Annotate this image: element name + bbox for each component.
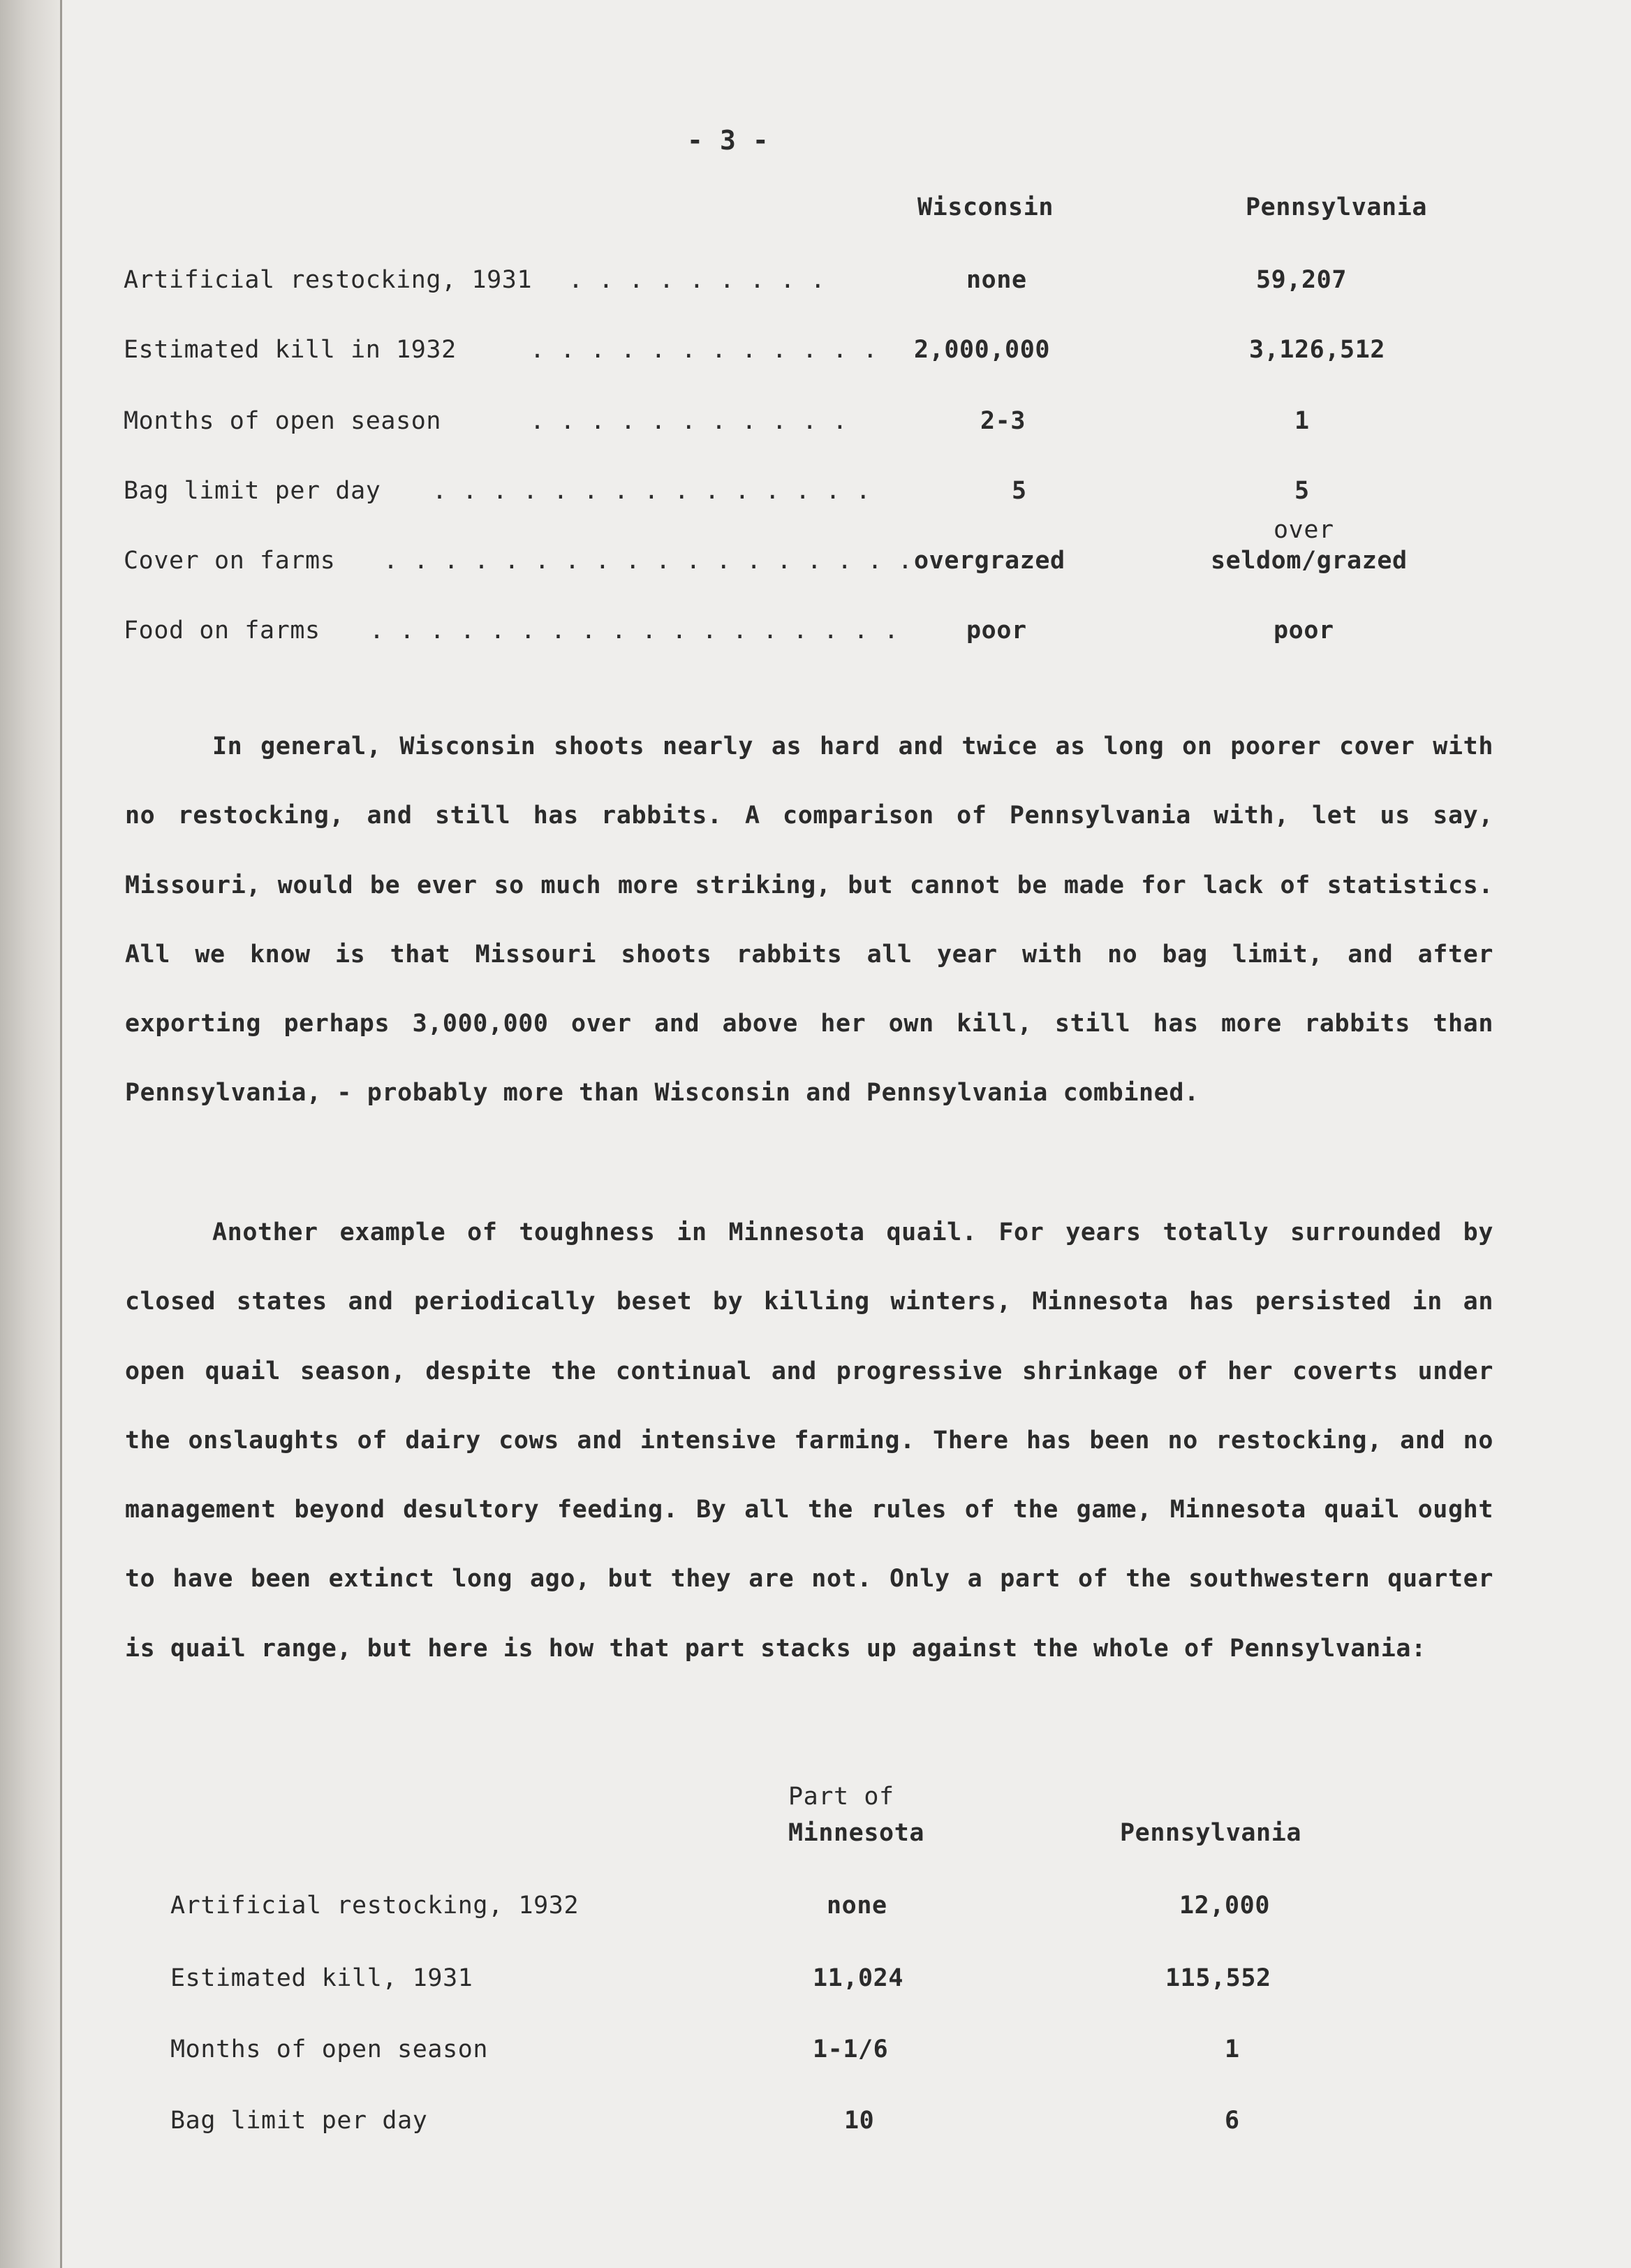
table2-row-label: Estimated kill, 1931 xyxy=(170,1964,473,1992)
table1-row-leader: . . . . . . . . . . . xyxy=(530,407,848,435)
table1-header-pennsylvania: Pennsylvania xyxy=(1246,193,1428,221)
table1-row-leader: . . . . . . . . . xyxy=(568,266,826,294)
table1-cell-pennsylvania: poor xyxy=(1274,617,1334,645)
table1-row-leader: . . . . . . . . . . . . xyxy=(530,336,878,364)
table1-row-leader: . . . . . . . . . . . . . . . . . . xyxy=(383,547,913,575)
table2-cell-minnesota: none xyxy=(827,1892,887,1920)
book-binding xyxy=(0,0,61,2268)
table2-header-minnesota-line1: Part of xyxy=(788,1783,894,1811)
table1-row-leader: . . . . . . . . . . . . . . . xyxy=(432,477,871,505)
body-paragraph: Another example of toughness in Minnesota quail. For years totally surrounded by closed states and periodically beset by killing winters, Minnesota has persisted in an open quail season, despite the continual and progressive shrinkage of her coverts under the onslaughts of dairy cows and intensive farming. There has been no restocking, and no management beyond desultory feeding. By all the rules of the game, Minnesota quail ought to have been extinct long ago, but they are not. Only a part of the southwestern quarter is quail range, but here is how that part stacks up against the whole of Pennsylvania: xyxy=(125,1218,1493,1663)
table1-cell-pennsylvania: seldom/grazed xyxy=(1211,547,1408,575)
table1-row-label: Artificial restocking, 1931 xyxy=(124,266,533,294)
table1-cell-wisconsin: 2-3 xyxy=(980,407,1026,435)
table1-cell-pennsylvania: 5 xyxy=(1294,477,1310,505)
table2-row-label: Artificial restocking, 1932 xyxy=(170,1892,580,1920)
body-paragraph: In general, Wisconsin shoots nearly as hard and twice as long on poorer cover with no restocking, and still has rabbits. A comparison of Pennsylvania with, let us say, Missouri, would be ever so much more striking, but cannot be made for lack of statistics. All we know is that Missouri shoots rabbits all year with no bag limit, and after exporting perhaps 3,000,000 over and above her own kill, still has more rabbits than Pennsylvania, - probably more than Wisconsin and Pennsylvania combined. xyxy=(125,732,1493,1107)
table1-cell-wisconsin: none xyxy=(966,266,1027,294)
table1-row-label: Bag limit per day xyxy=(124,477,381,505)
table2-header-minnesota-line2: Minnesota xyxy=(788,1819,925,1847)
page-number: - 3 - xyxy=(687,125,769,156)
table2-cell-minnesota: 10 xyxy=(844,2107,875,2135)
table1-cell-wisconsin: poor xyxy=(966,617,1027,645)
table1-cell-wisconsin: 5 xyxy=(1012,477,1027,505)
table1-cell-pennsylvania: 3,126,512 xyxy=(1249,336,1386,364)
table1-header-wisconsin: Wisconsin xyxy=(917,193,1054,221)
table1-cell-wisconsin: 2,000,000 xyxy=(914,336,1051,364)
table2-row-label: Bag limit per day xyxy=(170,2107,428,2135)
table2-cell-pennsylvania: 12,000 xyxy=(1179,1892,1271,1920)
document-page xyxy=(62,0,1631,2268)
table1-row-label: Food on farms xyxy=(124,617,320,645)
table2-cell-minnesota: 1-1/6 xyxy=(813,2035,889,2063)
table1-row-label: Months of open season xyxy=(124,407,442,435)
table2-row-label: Months of open season xyxy=(170,2035,489,2063)
table1-cell-pennsylvania: 59,207 xyxy=(1256,266,1348,294)
table1-cell-wisconsin: overgrazed xyxy=(914,547,1065,575)
table1-cell-pennsylvania-over: over xyxy=(1274,516,1334,544)
table1-row-label: Cover on farms xyxy=(124,547,336,575)
table1-row-label: Estimated kill in 1932 xyxy=(124,336,457,364)
table1-cell-pennsylvania: 1 xyxy=(1294,407,1310,435)
table1-row-leader: . . . . . . . . . . . . . . . . . . xyxy=(369,617,899,645)
table2-header-pennsylvania: Pennsylvania xyxy=(1120,1819,1302,1847)
table2-cell-minnesota: 11,024 xyxy=(813,1964,904,1992)
table2-cell-pennsylvania: 115,552 xyxy=(1165,1964,1271,1992)
table2-cell-pennsylvania: 6 xyxy=(1225,2107,1240,2135)
table2-cell-pennsylvania: 1 xyxy=(1225,2035,1240,2063)
